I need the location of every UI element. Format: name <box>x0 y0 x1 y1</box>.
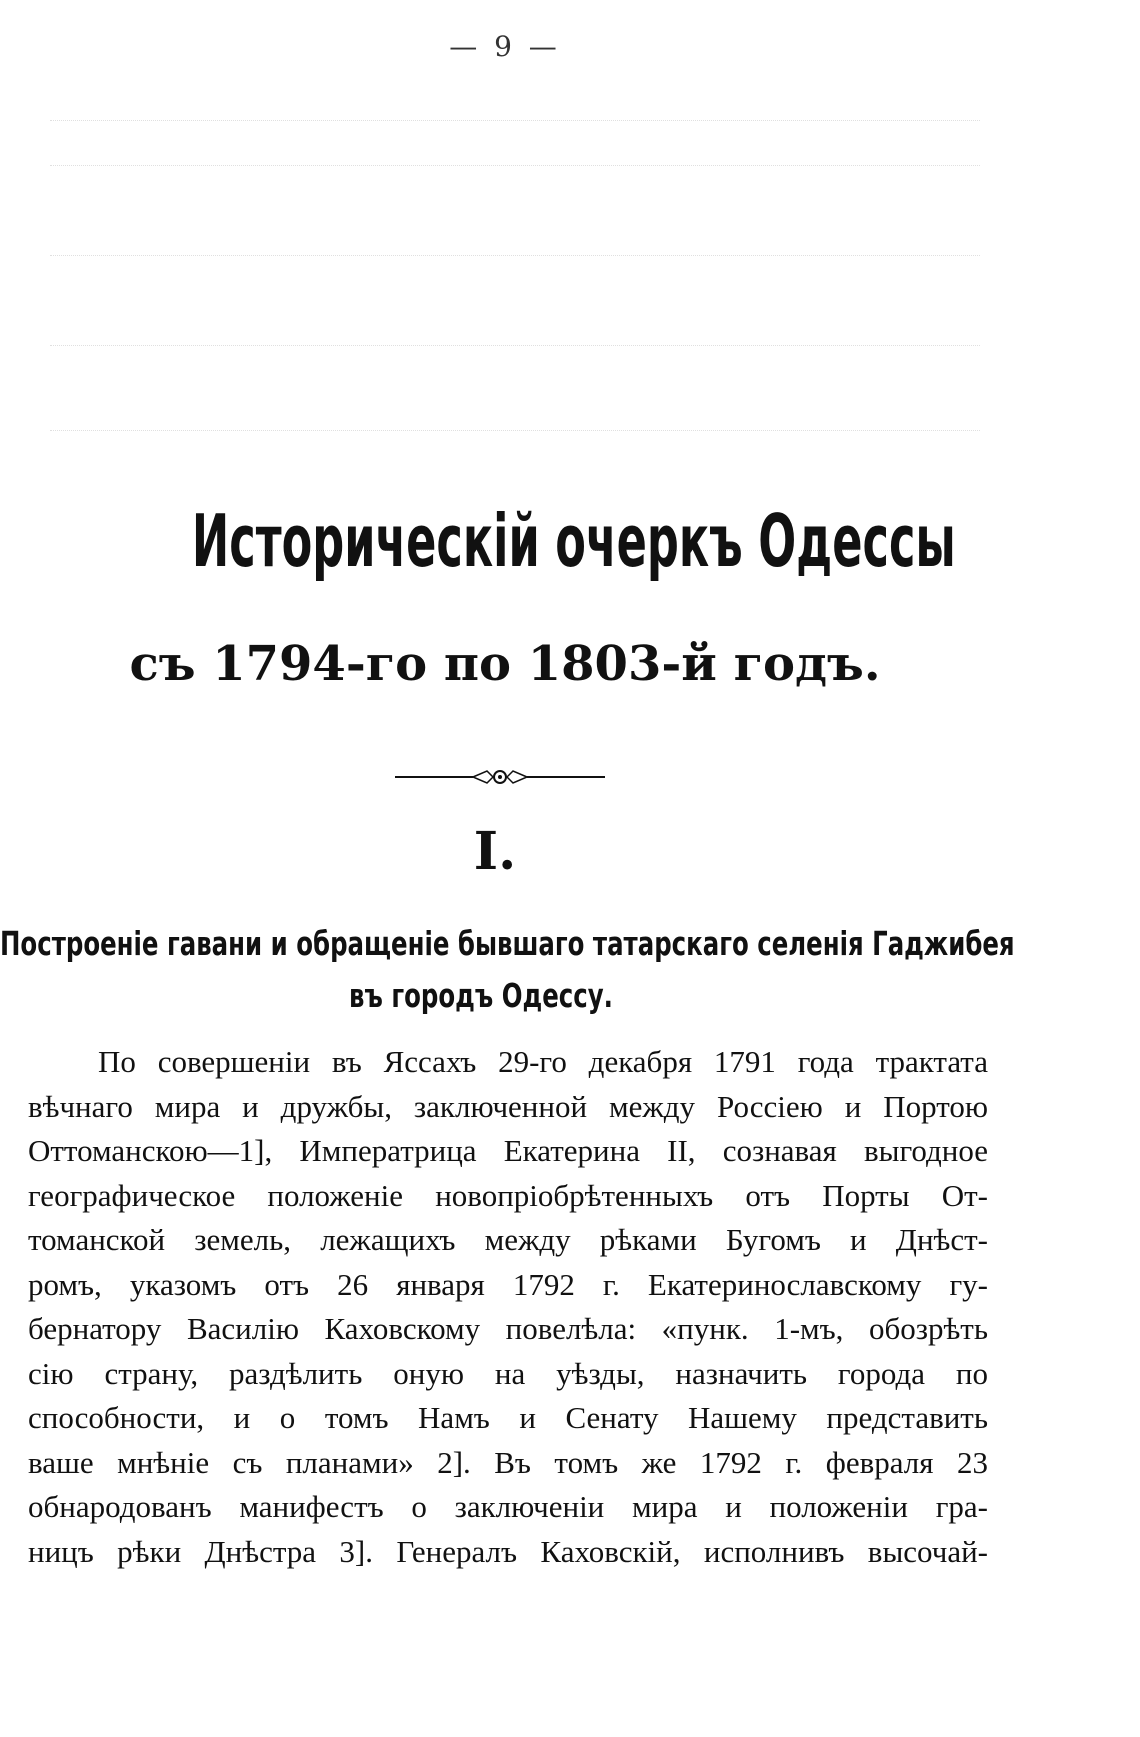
body-line: бернатору Василiю Каховскому повелѣла: «пунк. 1-мъ, обозрѣть <box>28 1311 988 1346</box>
body-line: вѣчнаго мира и дружбы, заключенной между Россiею и Портою <box>28 1088 988 1124</box>
body-line: способности, и о томъ Намъ и Сенату Нашему представить <box>28 1400 988 1435</box>
section-heading <box>0 918 1015 1022</box>
bleed-through-line <box>50 345 980 350</box>
section-heading-line: Построенiе гавани и обращенiе бывшаго татарскаго селенiя Гаджибея <box>0 924 1015 963</box>
body-line: ницъ рѣки Днѣстра 3]. Генералъ Каховскiй, исполнивъ высочай- <box>28 1533 988 1569</box>
page-title: Историческiй очеркъ Одессы <box>191 499 956 583</box>
body-line: географическое положенiе новопрiобрѣтенныхъ отъ Порты От- <box>28 1177 988 1213</box>
page-subtitle: съ 1794-го по 1803-й годъ. <box>129 636 881 692</box>
body-line: ромъ, указомъ отъ 26 января 1792 г. Екатеринославскому гу- <box>28 1266 988 1302</box>
ornament-divider-icon <box>395 765 605 789</box>
body-line: По совершенiи въ Яссахъ 29-го декабря 1791 года трактата <box>98 1044 988 1079</box>
bleed-through-line <box>50 430 980 435</box>
section-numeral: I. <box>473 821 517 882</box>
bleed-through-line <box>50 120 980 125</box>
body-line: ваше мнѣнiе съ планами» 2]. Въ томъ же 1792 г. февраля 23 <box>28 1444 988 1480</box>
body-line: Оттоманскою—1], Императрица Екатерина II, сознавая выгодное <box>28 1133 988 1168</box>
section-heading-line: въ городъ Одессу. <box>349 976 613 1015</box>
body-line: томанской земель, лежащихъ между рѣками Бугомъ и Днѣст- <box>28 1222 988 1257</box>
body-line: обнародованъ манифестъ о заключенiи мира и положенiи гра- <box>28 1489 988 1524</box>
body-text <box>28 1040 988 1574</box>
bleed-through-line <box>50 255 980 260</box>
bleed-through-line <box>50 165 980 170</box>
page-number: — 9 — <box>449 30 561 63</box>
body-line: сiю страну, раздѣлить оную на уѣзды, назначить города по <box>28 1355 988 1391</box>
